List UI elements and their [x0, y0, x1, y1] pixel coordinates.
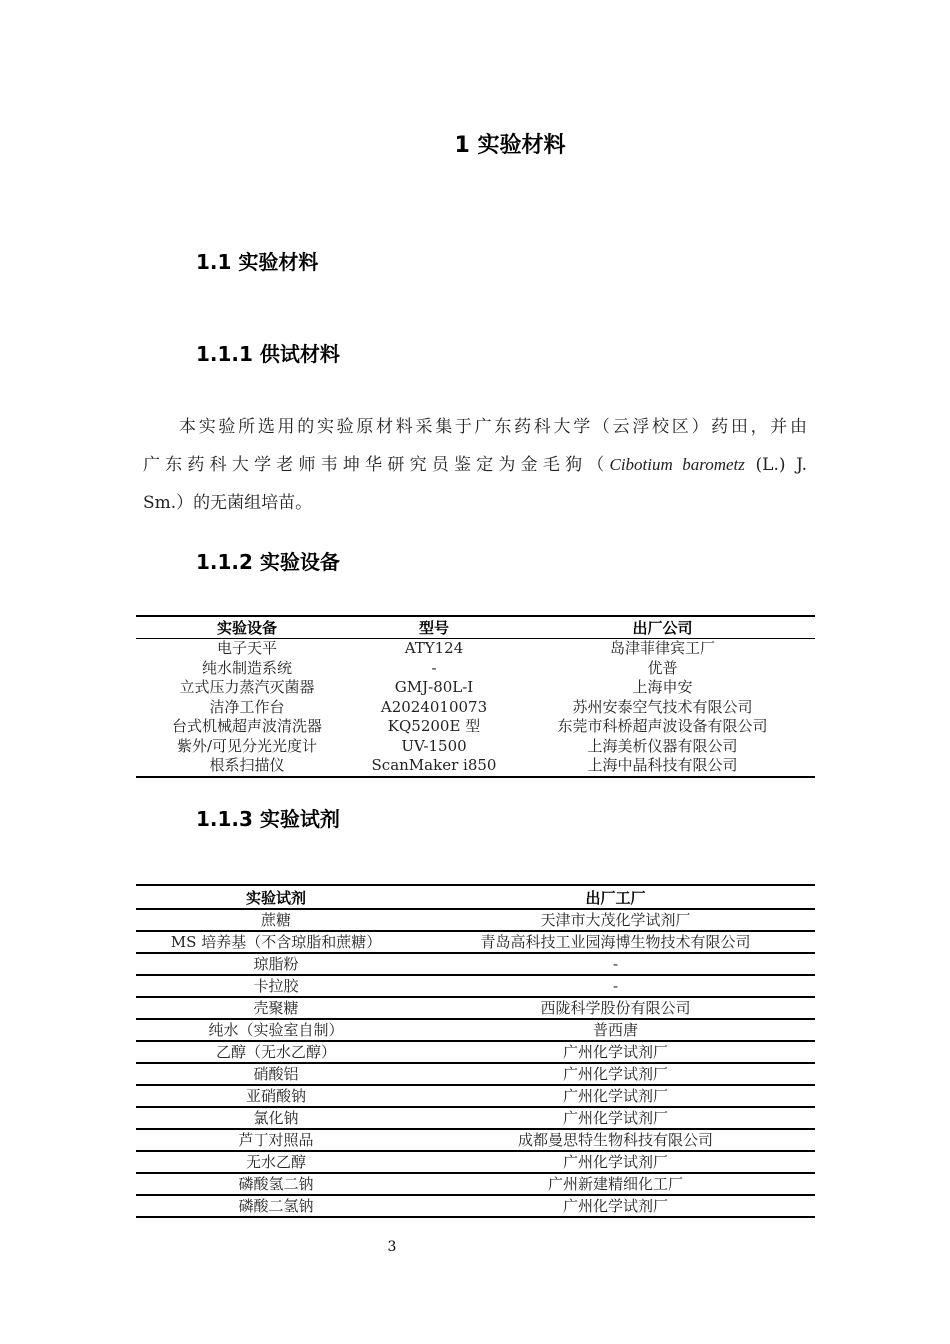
table-row [136, 953, 815, 975]
table-cell: 氯化钠 [136, 1107, 416, 1129]
table-row [136, 909, 815, 931]
reagent-header-cell: 实验试剂 [136, 885, 416, 909]
table-cell: ATY124 [404, 639, 464, 658]
table-row [136, 997, 815, 1019]
table-row [136, 737, 815, 757]
table-row [136, 678, 815, 698]
table-row [136, 1041, 815, 1063]
table-cell: KQ5200E 型 [387, 717, 481, 736]
equipment-table [136, 615, 815, 778]
table-cell: 磷酸氢二钠 [136, 1173, 416, 1195]
table-cell: 蔗糖 [136, 909, 416, 931]
table-cell: 硝酸铝 [136, 1063, 416, 1085]
table-row [136, 1173, 815, 1195]
table-cell: 广州化学试剂厂 [416, 1085, 815, 1107]
table-cell: 电子天平 [216, 639, 277, 658]
table-cell: 上海美析仪器有限公司 [587, 736, 738, 755]
paragraph-line-3: Sm.）的无菌组培苗。 [143, 493, 313, 513]
table-cell: 台式机械超声波清洗器 [171, 717, 322, 736]
paragraph-line-1: 本实验所选用的实验原材料采集于广东药科大学（云浮校区）药田，并由 [179, 417, 807, 437]
table-cell: 天津市大茂化学试剂厂 [416, 909, 815, 931]
equipment-header-cell: 实验设备 [136, 616, 358, 639]
page-number: 3 [387, 1239, 397, 1255]
table-cell: - [416, 975, 815, 997]
table-cell: 紫外/可见分光光度计 [176, 736, 318, 755]
table-row [136, 1107, 815, 1129]
table-cell: 西陇科学股份有限公司 [416, 997, 815, 1019]
table-cell: A2024010073 [380, 697, 488, 716]
subsection-title-equipment: 1.1.2 实验设备 [196, 550, 340, 574]
table-cell: 纯水（实验室自制） [136, 1019, 416, 1041]
species-name: Cibotium barometz [609, 455, 745, 474]
table-cell: 广州化学试剂厂 [416, 1195, 815, 1217]
table-row [136, 975, 815, 997]
table-cell: 立式压力蒸汽灭菌器 [179, 678, 315, 697]
table-cell: 普西唐 [416, 1019, 815, 1041]
subsection-title-reagents: 1.1.3 实验试剂 [196, 807, 340, 831]
chapter-title: 1 实验材料 [454, 133, 566, 158]
table-row [136, 931, 815, 953]
equipment-header-cell: 出厂公司 [510, 616, 815, 639]
table-cell: ScanMaker i850 [358, 756, 510, 777]
table-row [136, 756, 815, 777]
table-cell: 岛津菲律宾工厂 [609, 639, 715, 658]
table-cell: 洁净工作台 [209, 697, 285, 716]
paragraph-line-2-post: (L.) J. [744, 455, 807, 475]
table-cell: 芦丁对照品 [136, 1129, 416, 1151]
section-title: 1.1 实验材料 [196, 250, 319, 274]
paragraph-line-2-pre: 广东药科大学老师韦坤华研究员鉴定为金毛狗（ [143, 455, 610, 475]
table-cell: - [431, 658, 437, 677]
table-cell: 东莞市科桥超声波设备有限公司 [557, 717, 768, 736]
table-row [136, 659, 815, 679]
table-row [136, 1063, 815, 1085]
table-cell: 广州化学试剂厂 [416, 1107, 815, 1129]
table-cell: 根系扫描仪 [136, 756, 358, 777]
reagent-header-cell: 出厂工厂 [416, 885, 815, 909]
table-row [136, 698, 815, 718]
table-cell: 纯水制造系统 [201, 658, 292, 677]
table-cell: MS 培养基（不含琼脂和蔗糖） [136, 931, 416, 953]
paragraph-line-2 [143, 446, 807, 484]
table-cell: 优普 [647, 658, 678, 677]
table-cell: 成都曼思特生物科技有限公司 [416, 1129, 815, 1151]
table-cell: 青岛高科技工业园海博生物技术有限公司 [416, 931, 815, 953]
equipment-header-row [136, 616, 815, 639]
table-cell: 亚硝酸钠 [136, 1085, 416, 1107]
table-row [136, 1195, 815, 1217]
table-cell: 广州化学试剂厂 [416, 1041, 815, 1063]
table-row [136, 717, 815, 737]
table-cell: 卡拉胶 [136, 975, 416, 997]
table-row [136, 1085, 815, 1107]
table-row [136, 1151, 815, 1173]
table-cell: 上海中晶科技有限公司 [510, 756, 815, 777]
table-row [136, 1019, 815, 1041]
table-cell: 上海申安 [632, 678, 693, 697]
table-cell: 无水乙醇 [136, 1151, 416, 1173]
reagent-header-row [136, 885, 815, 909]
equipment-header-cell: 型号 [358, 616, 510, 639]
table-cell: 广州新建精细化工厂 [416, 1173, 815, 1195]
table-cell: 磷酸二氢钠 [136, 1195, 416, 1217]
table-cell: 壳聚糖 [136, 997, 416, 1019]
table-cell: 乙醇（无水乙醇） [136, 1041, 416, 1063]
table-cell: - [416, 953, 815, 975]
table-cell: GMJ-80L-I [394, 678, 474, 697]
subsection-title-materials: 1.1.1 供试材料 [196, 342, 340, 366]
table-cell: 苏州安泰空气技术有限公司 [572, 697, 753, 716]
table-cell: 广州化学试剂厂 [416, 1063, 815, 1085]
table-cell: 广州化学试剂厂 [416, 1151, 815, 1173]
reagent-table [136, 884, 815, 1218]
table-row [136, 1129, 815, 1151]
table-cell: UV-1500 [401, 736, 467, 755]
table-row [136, 639, 815, 659]
materials-paragraph [143, 408, 807, 522]
table-cell: 琼脂粉 [136, 953, 416, 975]
